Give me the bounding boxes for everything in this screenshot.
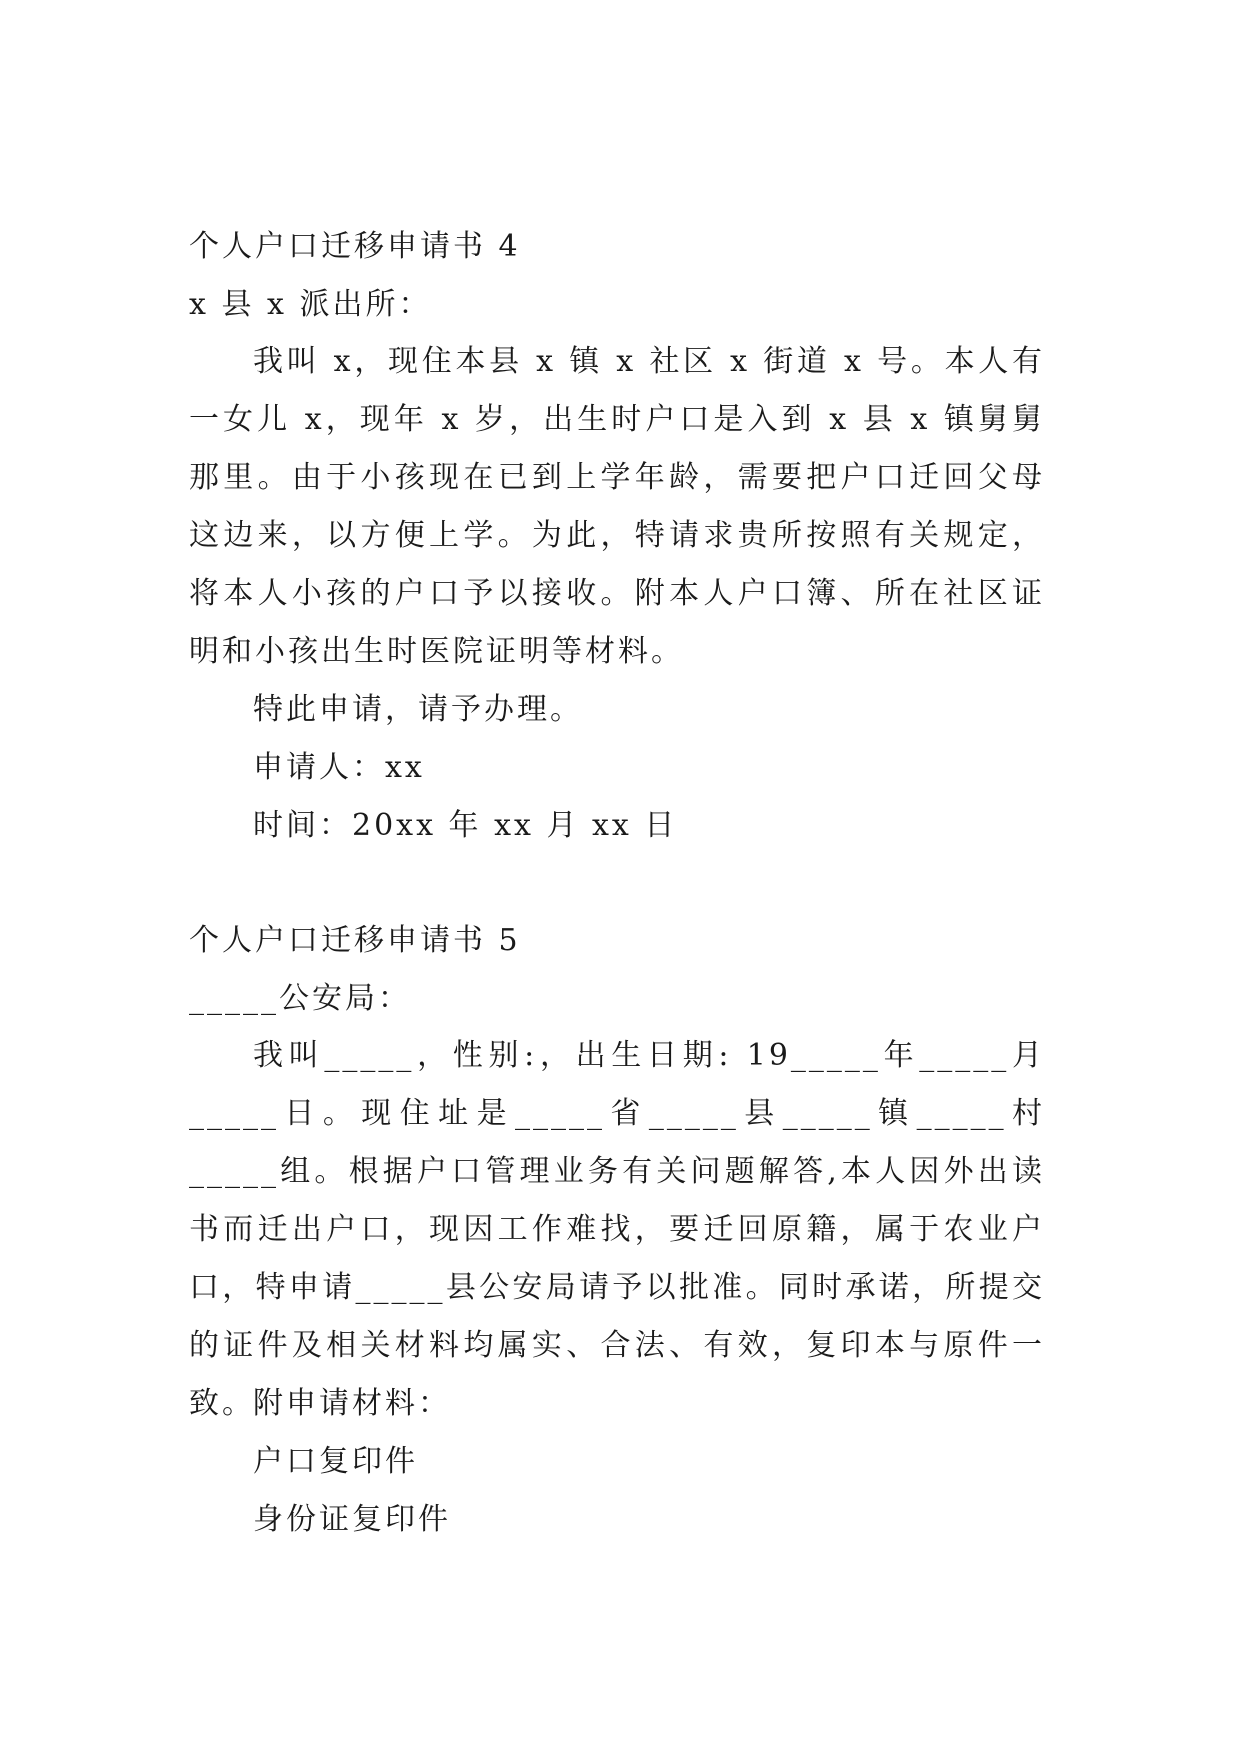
section-4-date: 时间：20xx 年 xx 月 xx 日 (253, 808, 678, 843)
attachment-item: 身份证复印件 (253, 1502, 451, 1537)
section-4-addressee: x 县 x 派出所： (189, 287, 432, 322)
attachment-item: 户口复印件 (253, 1444, 418, 1479)
section-5-addressee: _____公安局： (189, 981, 411, 1016)
section-4-applicant: 申请人：xx (253, 750, 425, 785)
section-5-body: 我叫_____，性别:，出生日期: 19_____年_____月_____日。现住址是_____省_____县_____镇_____村_____组。根据户口管理业务有关问题解答,本人因外出读书而迁出户口，现因工作难找，要迁回原籍，属于农业户口，特申请_____县公安局请予以批准。同时承诺，所提交的证件及相关材料均属实、合法、有效，复印本与原件一致。 (189, 1038, 1045, 1421)
section-4-title: 个人户口迁移申请书 4 (189, 229, 521, 264)
section-5-title: 个人户口迁移申请书 5 (189, 923, 521, 958)
section-4-body: 我叫 x，现住本县 x 镇 x 社区 x 街道 x 号。本人有一女儿 x，现年 x 岁，出生时户口是入到 x 县 x 镇舅舅那里。由于小孩现在已到上学年龄，需要把户口迁回父母这边来，以方便上学。为此，特请求贵所按照有关规定，将本人小孩的户口予以接收。附本人户口簿、所在社区证明和小孩出生时医院证明等材料。 (189, 344, 1045, 669)
section-4-closing: 特此申请，请予办理。 (253, 692, 583, 727)
section-5-attachments-label: 附申请材料： (253, 1386, 451, 1421)
